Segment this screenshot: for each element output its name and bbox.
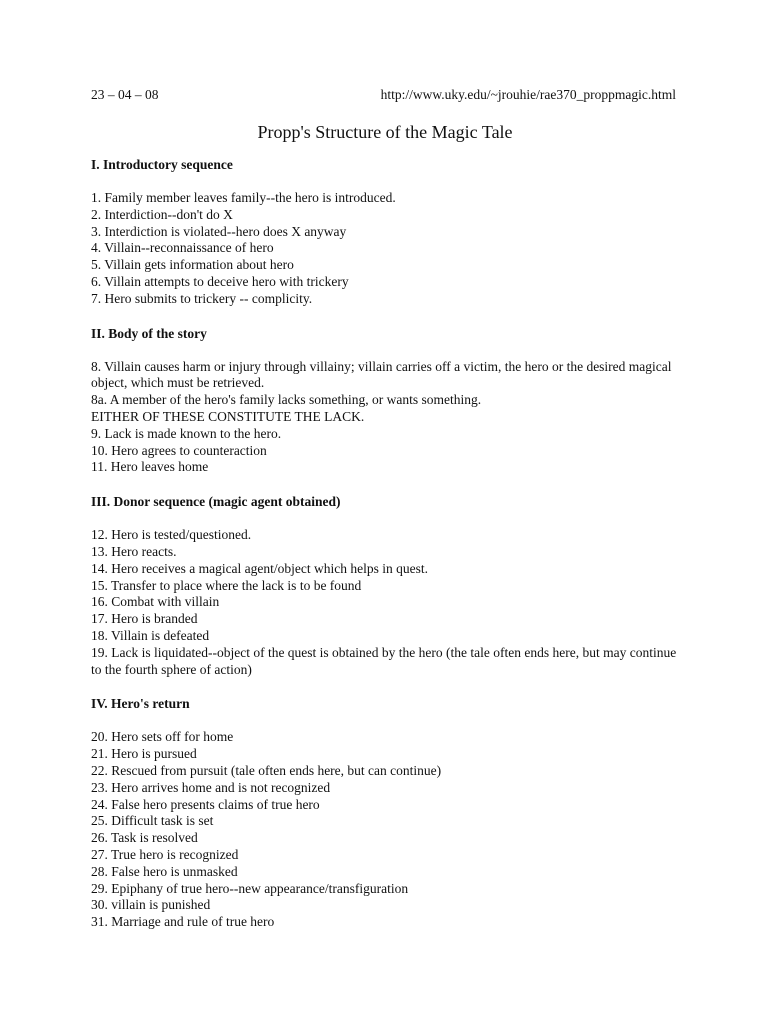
list-item: 22. Rescued from pursuit (tale often ends here, but can continue) (91, 762, 442, 778)
list-item: 1. Family member leaves family--the hero is introduced. (91, 190, 396, 205)
list-item: 9. Lack is made known to the hero. (91, 425, 282, 441)
section-heading: III. Donor sequence (magic agent obtained) (91, 494, 341, 510)
list-item: 14. Hero receives a magical agent/object which helps in quest. (91, 560, 429, 576)
section-heros-return (91, 695, 679, 931)
list-item: 2. Interdiction--don't do X (91, 206, 233, 222)
section-donor-sequence (91, 493, 679, 678)
list-item: 19. Lack is liquidated--object of the quest is obtained by the hero (the tale often ends here, but may continue to the fourth sphere of action) (91, 644, 677, 677)
list-item: 29. Epiphany of true hero--new appearance/transfiguration (91, 880, 409, 896)
list-item: 12. Hero is tested/questioned. (91, 527, 252, 543)
document-page (91, 85, 679, 948)
list-item: 7. Hero submits to trickery -- complicity. (91, 290, 313, 306)
list-item: 5. Villain gets information about hero (91, 257, 294, 273)
header-url: http://www.uky.edu/~jrouhie/rae370_proppmagic.html (380, 87, 676, 102)
section-heading: I. Introductory sequence (91, 157, 233, 172)
list-item: 18. Villain is defeated (91, 627, 210, 643)
list-item: 30. villain is punished (91, 897, 211, 913)
list-item: 17. Hero is branded (91, 611, 198, 627)
list-item: 8. Villain causes harm or injury through villainy; villain carries off a victim, the hero or the desired magical object, which must be retrieved. (91, 358, 672, 391)
list-item: 10. Hero agrees to counteraction (91, 442, 267, 458)
list-item: 11. Hero leaves home (91, 459, 209, 475)
list-item: 31. Marriage and rule of true hero (91, 914, 275, 930)
list-item: EITHER OF THESE CONSTITUTE THE LACK. (91, 408, 365, 424)
list-item: 16. Combat with villain (91, 594, 220, 610)
list-item: 28. False hero is unmasked (91, 863, 238, 879)
section-body-of-story (91, 325, 679, 477)
section-introductory-sequence (91, 156, 679, 308)
list-item: 8a. A member of the hero's family lacks something, or wants something. (91, 392, 482, 408)
list-item: 26. Task is resolved (91, 830, 198, 846)
list-item: 15. Transfer to place where the lack is to be found (91, 577, 362, 593)
list-item: 3. Interdiction is violated--hero does X anyway (91, 223, 347, 239)
list-item: 27. True hero is recognized (91, 846, 239, 862)
list-item: 4. Villain--reconnaissance of hero (91, 240, 274, 256)
section-heading: II. Body of the story (91, 325, 207, 341)
page-header (91, 85, 679, 105)
section-heading: IV. Hero's return (91, 696, 190, 712)
list-item: 23. Hero arrives home and is not recognized (91, 779, 331, 795)
page-title: Propp's Structure of the Magic Tale (257, 122, 513, 142)
list-item: 20. Hero sets off for home (91, 729, 234, 745)
list-item: 21. Hero is pursued (91, 746, 197, 762)
header-date: 23 – 04 – 08 (91, 87, 159, 102)
list-item: 6. Villain attempts to deceive hero with trickery (91, 273, 349, 289)
list-item: 13. Hero reacts. (91, 543, 177, 559)
list-item: 25. Difficult task is set (91, 813, 214, 829)
list-item: 24. False hero presents claims of true hero (91, 796, 320, 812)
